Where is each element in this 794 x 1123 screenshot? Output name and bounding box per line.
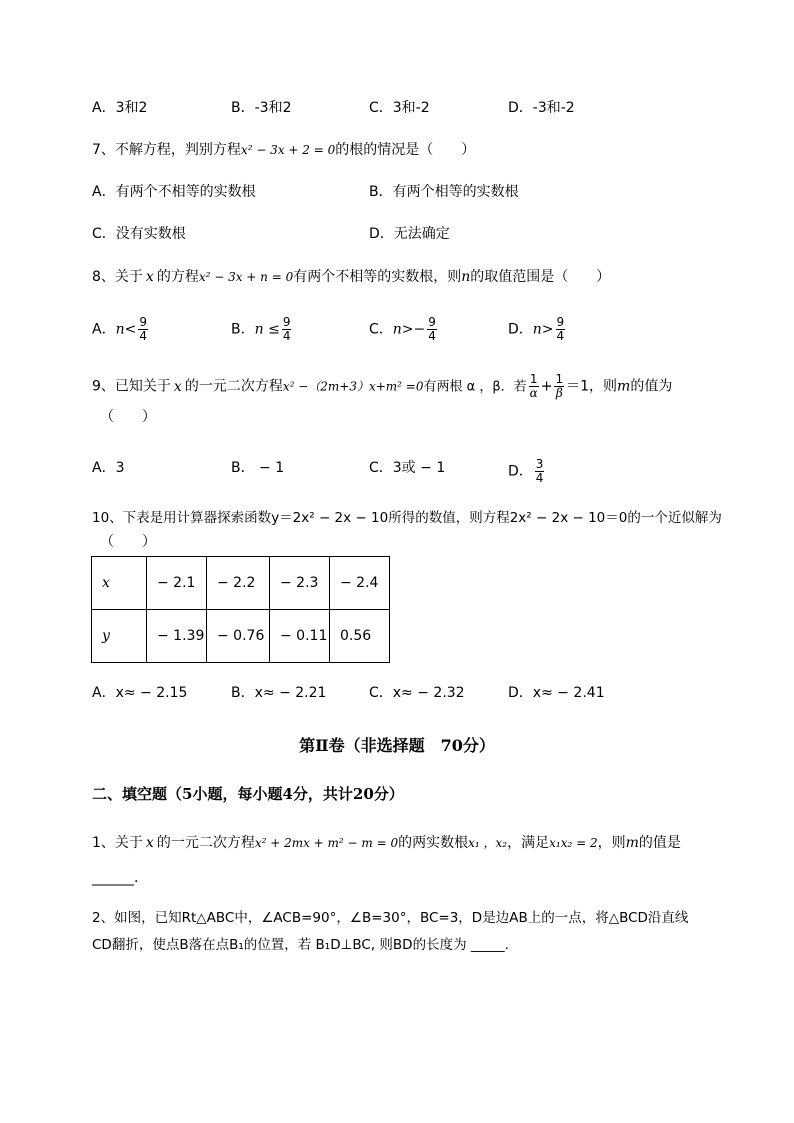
table-cell: − 2.1 [147, 557, 207, 610]
table-cell: − 2.2 [207, 557, 270, 610]
q9-mid: 的一元二次方程 [184, 378, 283, 395]
q9-d-label: D． [508, 463, 533, 480]
table-cell: − 1.39 [147, 610, 207, 663]
q6-option-b: B．-3和2 [231, 100, 292, 116]
q9-prefix: 9、已知关于 [92, 378, 171, 395]
q9-option-c: C．3或 − 1 [369, 460, 446, 476]
q9-d-num: 3 [535, 457, 544, 471]
q8-d-num: 9 [556, 315, 565, 329]
q7-option-a: A．有两个不相等的实数根 [92, 184, 256, 200]
q8-d-fraction [556, 316, 566, 343]
q8-option-d [508, 316, 567, 343]
fill-1-blank: ______. [92, 870, 139, 886]
table-cell: − 0.11 [270, 610, 330, 663]
q6-option-a: A．3和2 [92, 100, 148, 116]
q10-option-b: B．x≈ − 2.21 [231, 685, 327, 701]
q8-c-label: C． [369, 321, 393, 338]
f1-mid2: 的两实数根 [398, 835, 469, 851]
f1-mid: 的一元二次方程 [156, 835, 255, 851]
q8-var2: n [461, 269, 471, 285]
q7-stem [92, 140, 475, 160]
f1-var: x [145, 835, 154, 851]
f1-var2: m [625, 835, 639, 851]
q8-c-num: 9 [428, 315, 436, 329]
f1-equation: x² + 2mx + m² − m = 0 [254, 836, 399, 850]
table-cell: 0.56 [330, 610, 390, 663]
q8-d-label: D． [508, 321, 533, 338]
fill-2-line-1: 2、如图，已知Rt△ABC中，∠ACB=90°，∠B=30°，BC=3，D是边AB上的一点，将△BCD沿直线 [92, 910, 689, 926]
q9-frac-2 [554, 373, 564, 400]
f1-prefix: 1、关于 [92, 835, 143, 851]
f1-mid3: ，满足 [507, 835, 550, 851]
q8-stem [92, 267, 610, 287]
q7-equation: x² − 3x + 2 = 0 [240, 143, 336, 157]
q10-mid: 所得的数值，则方程 [388, 510, 510, 526]
q9-frac-1 [529, 373, 539, 400]
q9-option-d [508, 458, 546, 485]
q9-stem [92, 373, 672, 400]
q7-option-b: B．有两个相等的实数根 [369, 184, 519, 200]
q8-d-rel: n> [532, 321, 554, 338]
q9-eq1: ＝1，则 [566, 378, 618, 395]
table-cell: − 2.4 [330, 557, 390, 610]
q6-option-d: D．-3和-2 [508, 100, 575, 116]
q9-paren: （ ） [100, 409, 156, 425]
q9-equation: x² −（2m+3）x+m² =0 [282, 379, 424, 394]
q10-eq: 2x² − 2x − 10＝0 [509, 510, 628, 526]
fill-1-stem [92, 833, 681, 853]
q9-plus: + [540, 378, 553, 395]
q9-option-b: B． − 1 [231, 460, 285, 476]
q9-d-den: 4 [535, 471, 544, 485]
q9-mid2: 有两根 α ，β．若 [423, 379, 527, 395]
part-title: 二、填空题（5小题，每小题4分，共计20分） [92, 785, 404, 803]
q8-option-a [92, 316, 150, 343]
q7-suffix: 的根的情况是（ ） [335, 142, 476, 158]
q9-f2-num: 1 [555, 372, 564, 386]
q9-var2: m [617, 378, 631, 395]
table-cell: − 0.76 [207, 610, 270, 663]
section-title: 第Ⅱ卷（非选择题 70分） [299, 736, 495, 755]
q10-text: 10、下表是用计算器探索函数 [92, 510, 272, 526]
q10-option-c: C．x≈ − 2.32 [369, 685, 465, 701]
table-cell: − 2.3 [270, 557, 330, 610]
q7-option-d: D．无法确定 [369, 226, 450, 242]
table-cell-x-label: x [92, 557, 147, 610]
q10-table [91, 556, 390, 663]
q8-b-num: 9 [282, 315, 291, 329]
table-row-x [92, 557, 390, 610]
q9-suffix: 的值为 [630, 378, 673, 395]
q10-paren: （ ） [100, 534, 156, 550]
table-row-y [92, 610, 390, 663]
q8-b-den: 4 [282, 329, 291, 343]
q8-c-rel: n>− [392, 321, 426, 338]
q9-option-a: A．3 [92, 460, 125, 476]
f1-mid4: ，则 [597, 835, 626, 851]
q10-suffix: 的一个近似解为 [627, 510, 722, 526]
q8-b-rel: n ≤ [254, 321, 280, 338]
fill-2-line-2: CD翻折，使点B落在点B₁的位置，若 B₁D⊥BC, 则BD的长度为 _____. [92, 937, 509, 953]
q8-prefix: 8、关于 [92, 269, 143, 285]
q8-suffix: 的取值范围是（ ） [470, 269, 611, 285]
q8-a-rel: n< [115, 321, 137, 338]
q8-a-num: 9 [139, 315, 147, 329]
q7-prefix: 7、不解方程，判别方程 [92, 142, 241, 158]
q8-mid: 的方程 [156, 269, 199, 285]
table-cell-y-label: y [92, 610, 147, 663]
f1-roots: x₁ ，x₂ [468, 836, 508, 850]
q6-option-c: C．3和-2 [369, 100, 430, 116]
q9-f1-num: 1 [529, 372, 538, 386]
q8-b-fraction [282, 316, 292, 343]
q8-a-label: A． [92, 321, 116, 338]
q8-mid2: 有两个不相等的实数根，则 [293, 269, 462, 285]
q8-c-fraction [427, 316, 437, 343]
q8-c-den: 4 [428, 329, 436, 343]
q10-option-a: A．x≈ − 2.15 [92, 685, 188, 701]
q8-var: x [145, 269, 154, 285]
q8-option-c [369, 316, 439, 343]
q8-d-den: 4 [556, 329, 565, 343]
q8-a-den: 4 [139, 329, 147, 343]
q9-f1-den: α [529, 386, 538, 400]
q8-equation: x² − 3x + n = 0 [198, 270, 294, 284]
q8-a-fraction [138, 316, 148, 343]
q10-stem [92, 508, 722, 528]
q10-func: y＝2x² − 2x − 10 [271, 510, 389, 526]
q7-option-c: C．没有实数根 [92, 226, 186, 242]
q8-b-label: B． [231, 321, 255, 338]
f1-cond: x₁x₂ = 2 [549, 836, 598, 850]
f1-suffix: 的值是 [638, 835, 681, 851]
q8-option-b [231, 316, 293, 343]
q10-option-d: D．x≈ − 2.41 [508, 685, 605, 701]
q9-d-fraction [535, 458, 545, 485]
q9-f2-den: β [555, 386, 563, 400]
q9-var: x [173, 378, 182, 395]
